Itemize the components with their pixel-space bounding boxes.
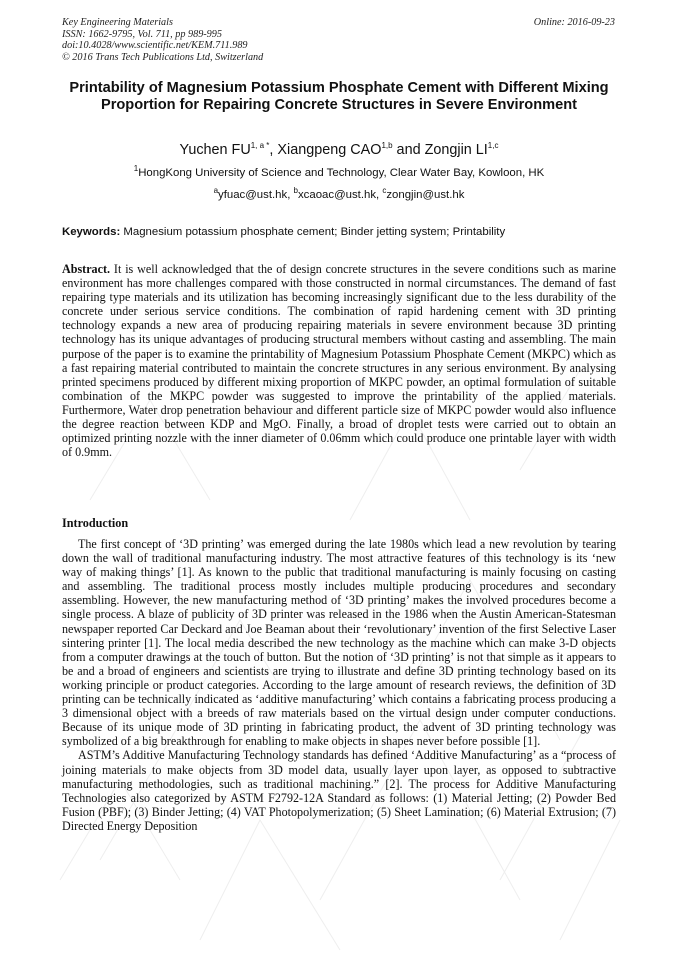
author-sep: and xyxy=(392,142,425,158)
keywords xyxy=(62,225,616,239)
abstract-label: Abstract. xyxy=(62,262,111,276)
email-link[interactable]: zongjin@ust.hk xyxy=(386,189,465,201)
email-sup: c xyxy=(382,186,387,196)
email-list xyxy=(62,188,616,202)
email-sup: b xyxy=(293,186,298,196)
affiliation xyxy=(62,166,616,180)
abstract-text: It is well acknowledged that the of design concrete structures in the severe conditions such as marine environment has more challenges compared with those constructed in normal circumstances. The demand of fast repairing type materials and its utilization has becoming increasingly significant due to the less durability of the concrete under serious service conditions. The combination of rapid hardening cement with 3D printing technology expands a new area of producing repairing materials in severe environment because 3D printing technology has its unique advantages of producing structural members without casting and assembling. The main purpose of the paper is to examine the printability of Magnesium Potassium Phosphate Cement (MKPC) which as a fast repairing material contributed to maintain the concrete structures in any serious environment. By analysing printed specimens produced by different mixing proportion of MKPC powder, an optimal formulation of suitable combination of the MKPC powder was suggested to improve the printability of the applied materials. Furthermore, Water drop penetration behaviour and different particle size of MKPC powder would also influence the degree reaction between KDP and MgO. Finally, a broad of droplet tests were carried out to obtain an optimized printing nozzle with the inner diameter of 0.06mm which could produce one printable layer with width of 0.9mm. xyxy=(62,262,616,460)
copyright-line: © 2016 Trans Tech Publications Ltd, Switzerland xyxy=(62,51,264,63)
affiliation-sup: 1 xyxy=(133,164,139,174)
author-sup: 1,c xyxy=(487,141,499,151)
email-link[interactable]: yfuac@ust.hk, xyxy=(218,189,294,201)
journal-name: Key Engineering Materials xyxy=(62,17,173,28)
online-date: Online: 2016-09-23 xyxy=(533,17,615,28)
issn-line: ISSN: 1662-9795, Vol. 711, pp 989-995 xyxy=(62,28,222,40)
section-heading-introduction: Introduction xyxy=(62,516,129,530)
email-link[interactable]: xcaoac@ust.hk, xyxy=(297,189,383,201)
author-sep: , xyxy=(269,142,278,158)
author-name: Xiangpeng CAO xyxy=(277,142,382,158)
affiliation-text: HongKong University of Science and Technology, Clear Water Bay, Kowloon, HK xyxy=(138,167,545,179)
author-sup: 1, a * xyxy=(250,141,270,151)
author-name: Yuchen FU xyxy=(179,142,251,158)
abstract xyxy=(62,262,616,459)
introduction-body xyxy=(62,537,616,833)
keywords-text: Magnesium potassium phosphate cement; Binder jetting system; Printability xyxy=(120,226,506,238)
email-sup: a xyxy=(213,186,219,196)
keywords-label: Keywords: xyxy=(62,226,121,238)
paragraph: ASTM’s Additive Manufacturing Technology standards has defined ‘Additive Manufacturing’ as a “process of joining materials to make objects from 3D model data, usually layer upon layer, as opposed to subtractive manufacturing methodologies, such as traditional machining.” [2]. The process for Additive Manufacturing Technologies also categorized by ASTM F2792-12A Standard as follows: (1) Material Jetting; (2) Powder Bed Fusion (PBF); (3) Binder Jetting; (4) VAT Photopolymerization; (5) Sheet Lamination; (6) Material Extrusion; (7) Directed Energy Deposition xyxy=(62,748,616,833)
doi-line[interactable]: doi:10.4028/www.scientific.net/KEM.711.989 xyxy=(62,40,248,52)
author-name: Zongjin LI xyxy=(424,142,488,158)
paper-title: Printability of Magnesium Potassium Phosphate Cement with Different Mixing Proportion for Repairing Concrete Structures in Severe Environment xyxy=(69,80,609,114)
journal-info xyxy=(62,17,263,63)
author-sup: 1,b xyxy=(381,141,393,151)
paragraph: The first concept of ‘3D printing’ was emerged during the late 1980s which lead a new revolution by tearing down the wall of traditional manufacturing industry. The most attractive features of this technology is its ‘new way of making things’ [1]. As known to the public that traditional manufacturing is mainly focusing on casting and assembling. The traditional process mostly includes multiple producing procedures and secondary assembling. However, the new manufacturing method of ‘3D printing’ makes the involved procedures become a single process. A blaze of publicity of 3D printer was released in the 1986 when the Austin American-Statesman newspaper reported Car Deckard and Joe Beaman about their ‘revolutionary’ invention of the first Selective Laser sintering printer [1]. The local media described the new technology as the machine which can make 3-D objects from a computer drawings at the touch of button. But the notion of ‘3D printing’ is not that simple as it appears to be and a broad of engineers and scientists are trying to illustrate and define 3D printing technology based on its working principle or product categories. According to the large amount of research reviews, the definition of 3D printing can be technically indicated as ‘additive manufacturing’ which contains a fabricating process producing a 3 dimensional object with a breeds of raw materials based on the virtual design under computer conductions. Because of its unique mode of 3D printing in fabricating product, the advent of 3D printing technology was symbolized of a big breakthrough for enabling to make objects in shapes never before possible [1]. xyxy=(62,537,616,749)
author-list xyxy=(62,141,616,159)
